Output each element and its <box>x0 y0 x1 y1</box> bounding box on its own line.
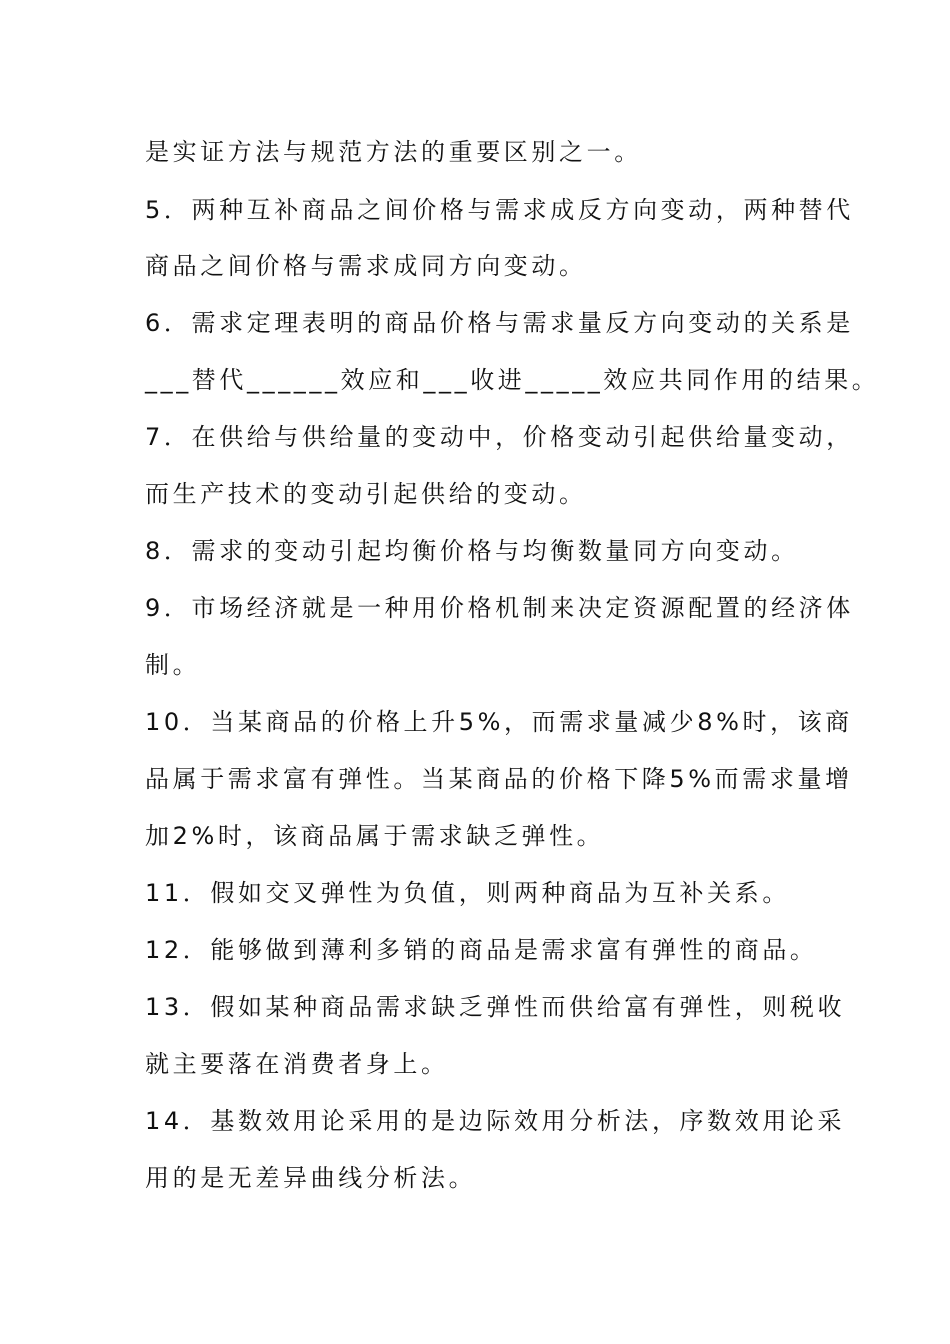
text-line: 品属于需求富有弹性。当某商品的价格下降5%而需求量增 <box>145 765 853 793</box>
text-line: 12．能够做到薄利多销的商品是需求富有弹性的商品。 <box>145 936 818 964</box>
text-line: 10．当某商品的价格上升5%，而需求量减少8%时，该商 <box>145 708 853 736</box>
text-line: 用的是无差异曲线分析法。 <box>145 1164 477 1192</box>
text-line: 就主要落在消费者身上。 <box>145 1050 449 1078</box>
text-line: 13．假如某种商品需求缺乏弹性而供给富有弹性，则税收 <box>145 993 846 1021</box>
text-line: 而生产技术的变动引起供给的变动。 <box>145 480 587 508</box>
text-line: 14．基数效用论采用的是边际效用分析法，序数效用论采 <box>145 1107 846 1135</box>
text-line: 是实证方法与规范方法的重要区别之一。 <box>145 138 642 166</box>
text-line: 11．假如交叉弹性为负值，则两种商品为互补关系。 <box>145 879 790 907</box>
text-line: 6．需求定理表明的商品价格与需求量反方向变动的关系是 <box>145 309 854 337</box>
text-line: 8．需求的变动引起均衡价格与均衡数量同方向变动。 <box>145 537 799 565</box>
text-line: 加2%时，该商品属于需求缺乏弹性。 <box>145 822 605 850</box>
text-line: 商品之间价格与需求成同方向变动。 <box>145 252 587 280</box>
text-line: 7．在供给与供给量的变动中，价格变动引起供给量变动， <box>145 423 854 451</box>
text-line: 制。 <box>145 651 201 679</box>
text-line: ___替代______效应和___收进_____效应共同作用的结果。 <box>145 366 880 394</box>
text-line: 5．两种互补商品之间价格与需求成反方向变动，两种替代 <box>145 196 854 224</box>
text-line: 9．市场经济就是一种用价格机制来决定资源配置的经济体 <box>145 594 854 622</box>
